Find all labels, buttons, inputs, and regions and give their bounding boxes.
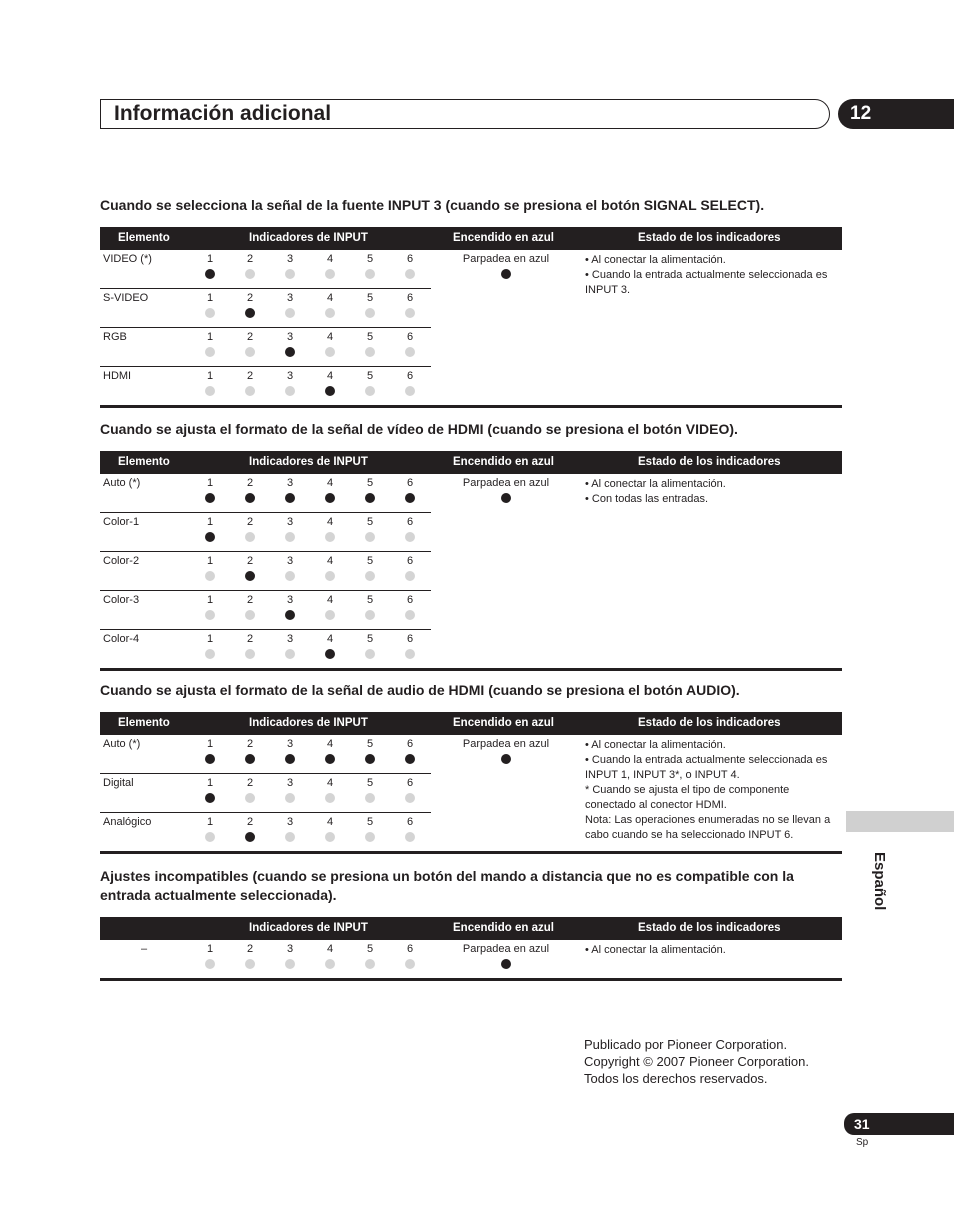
blue-indicator-icon: [501, 959, 511, 969]
input-number: 1: [206, 253, 214, 265]
section-title: Cuando se ajusta el formato de la señal de vídeo de HDMI (cuando se presiona el botón VIDEO).: [100, 421, 738, 437]
input-number: 1: [206, 777, 214, 789]
status-line: • Al conectar la alimentación.: [585, 254, 726, 266]
page-title: Información adicional: [114, 102, 332, 125]
indicator-off-icon: [405, 347, 415, 357]
indicator-lit-icon: [285, 347, 295, 357]
input-number: 3: [286, 816, 294, 828]
indicator-off-icon: [205, 610, 215, 620]
indicator-lit-icon: [405, 493, 415, 503]
status-line: • Al conectar la alimentación.: [585, 739, 726, 751]
input-number: 3: [286, 477, 294, 489]
indicator-off-icon: [405, 532, 415, 542]
input-number: 1: [206, 292, 214, 304]
input-number: 1: [206, 943, 214, 955]
indicator-lit-icon: [245, 754, 255, 764]
column-header-input: Indicadores de INPUT: [249, 456, 368, 468]
indicator-off-icon: [205, 347, 215, 357]
row-element-name: Analógico: [103, 816, 152, 828]
row-element-name: Color-2: [103, 555, 140, 567]
language-label-text: Español: [871, 852, 888, 911]
blue-indicator-label: Parpadea en azul: [462, 738, 550, 750]
row-element-name: Color-4: [103, 633, 140, 645]
indicator-off-icon: [365, 386, 375, 396]
indicator-off-icon: [365, 793, 375, 803]
input-number: 6: [406, 331, 414, 343]
input-number: 2: [246, 943, 254, 955]
indicator-off-icon: [325, 571, 335, 581]
input-number: 4: [326, 292, 334, 304]
column-header-input: Indicadores de INPUT: [249, 232, 368, 244]
input-number: 4: [326, 943, 334, 955]
indicator-table: [100, 451, 842, 671]
input-number: 3: [286, 943, 294, 955]
indicator-off-icon: [285, 571, 295, 581]
indicator-table: [100, 917, 842, 981]
indicator-off-icon: [365, 269, 375, 279]
input-number: 6: [406, 253, 414, 265]
indicator-off-icon: [365, 308, 375, 318]
table-row: [100, 552, 431, 591]
input-number: 3: [286, 633, 294, 645]
indicator-off-icon: [245, 347, 255, 357]
input-number: 4: [326, 477, 334, 489]
column-header-blue: Encendido en azul: [453, 717, 554, 729]
status-line: * Cuando se ajusta el tipo de componente conectado al conector HDMI.: [585, 784, 790, 811]
blue-indicator-label: Parpadea en azul: [462, 253, 550, 265]
rights-line: Todos los derechos reservados.: [584, 1071, 768, 1086]
indicator-lit-icon: [245, 493, 255, 503]
indicator-lit-icon: [405, 754, 415, 764]
indicator-off-icon: [365, 959, 375, 969]
column-header-blue: Encendido en azul: [453, 922, 554, 934]
indicator-off-icon: [245, 386, 255, 396]
row-element-name: Auto (*): [103, 477, 141, 489]
table-body: [100, 940, 842, 978]
row-element-name: VIDEO (*): [103, 253, 152, 265]
input-number: 5: [366, 370, 374, 382]
status-line: • Al conectar la alimentación.: [585, 944, 726, 956]
table-row: [100, 328, 431, 367]
input-number: 5: [366, 594, 374, 606]
column-header-input: Indicadores de INPUT: [249, 717, 368, 729]
indicator-off-icon: [245, 269, 255, 279]
indicator-lit-icon: [365, 493, 375, 503]
indicator-off-icon: [325, 269, 335, 279]
blue-indicator-icon: [501, 493, 511, 503]
input-number: 6: [406, 516, 414, 528]
language-label: [836, 850, 886, 910]
input-number: 5: [366, 292, 374, 304]
table-row: [100, 474, 431, 513]
indicator-off-icon: [205, 959, 215, 969]
row-element-name: HDMI: [103, 370, 132, 382]
table-row: [100, 513, 431, 552]
input-number: 6: [406, 777, 414, 789]
input-number: 1: [206, 370, 214, 382]
column-header-blue: Encendido en azul: [453, 232, 554, 244]
indicator-status: [585, 738, 842, 843]
input-number: 5: [366, 943, 374, 955]
table-row: [100, 250, 431, 289]
input-number: 3: [286, 738, 294, 750]
indicator-off-icon: [285, 832, 295, 842]
section-title: Ajustes incompatibles (cuando se presiona un botón del mando a distancia que no es compatible con la entrada actualmente seleccionada).: [100, 868, 794, 903]
input-number: 6: [406, 633, 414, 645]
input-number: 1: [206, 633, 214, 645]
input-number: 4: [326, 633, 334, 645]
indicator-off-icon: [245, 532, 255, 542]
indicator-lit-icon: [285, 610, 295, 620]
table-row: [100, 367, 842, 405]
page-language-code: Sp: [856, 1137, 869, 1148]
indicator-off-icon: [405, 571, 415, 581]
input-number: 2: [246, 633, 254, 645]
indicator-off-icon: [285, 386, 295, 396]
row-element-name: Color-3: [103, 594, 140, 606]
row-element-name: Digital: [103, 777, 134, 789]
input-number: 2: [246, 777, 254, 789]
publisher-line: Publicado por Pioneer Corporation.: [584, 1037, 788, 1052]
input-number: 1: [206, 816, 214, 828]
input-number: 4: [326, 594, 334, 606]
indicator-off-icon: [405, 386, 415, 396]
input-number: 6: [406, 943, 414, 955]
indicator-lit-icon: [285, 493, 295, 503]
indicator-off-icon: [285, 269, 295, 279]
indicator-off-icon: [285, 793, 295, 803]
input-number: 6: [406, 594, 414, 606]
column-header-status: Estado de los indicadores: [638, 456, 781, 468]
input-number: 1: [206, 516, 214, 528]
input-number: 2: [246, 516, 254, 528]
status-line: • Cuando la entrada actualmente seleccionada es INPUT 1, INPUT 3*, o INPUT 4.: [585, 754, 828, 781]
input-number: 5: [366, 816, 374, 828]
indicator-status: [585, 477, 842, 507]
row-element-name: –: [141, 943, 148, 955]
row-element-name: Color-1: [103, 516, 140, 528]
input-number: 3: [286, 292, 294, 304]
input-number: 6: [406, 370, 414, 382]
indicator-lit-icon: [325, 386, 335, 396]
column-header-blue: Encendido en azul: [453, 456, 554, 468]
input-number: 2: [246, 331, 254, 343]
page-number: 31: [844, 1113, 954, 1135]
input-number: 2: [246, 816, 254, 828]
indicator-off-icon: [365, 532, 375, 542]
input-number: 4: [326, 370, 334, 382]
indicator-off-icon: [205, 571, 215, 581]
input-number: 4: [326, 738, 334, 750]
indicator-off-icon: [365, 649, 375, 659]
indicator-lit-icon: [205, 532, 215, 542]
status-line: • Cuando la entrada actualmente seleccionada es INPUT 3.: [585, 269, 828, 296]
row-element-name: S-VIDEO: [103, 292, 149, 304]
input-number: 1: [206, 331, 214, 343]
table-header: [100, 917, 842, 940]
table-header: [100, 712, 842, 735]
input-number: 2: [246, 738, 254, 750]
blue-indicator-label: Parpadea en azul: [462, 477, 550, 489]
indicator-off-icon: [365, 347, 375, 357]
indicator-off-icon: [285, 959, 295, 969]
input-number: 2: [246, 370, 254, 382]
language-tab-marker: [846, 811, 954, 832]
input-number: 3: [286, 594, 294, 606]
column-header-status: Estado de los indicadores: [638, 232, 781, 244]
section-title: Cuando se selecciona la señal de la fuente INPUT 3 (cuando se presiona el botón SIGNAL SELECT).: [100, 197, 765, 213]
input-number: 6: [406, 292, 414, 304]
input-number: 4: [326, 777, 334, 789]
indicator-off-icon: [365, 610, 375, 620]
column-header-input: Indicadores de INPUT: [249, 922, 368, 934]
input-number: 1: [206, 738, 214, 750]
blue-indicator-icon: [501, 269, 511, 279]
indicator-off-icon: [405, 832, 415, 842]
chapter-number: 12: [838, 99, 954, 129]
indicator-off-icon: [405, 269, 415, 279]
column-header-status: Estado de los indicadores: [638, 717, 781, 729]
indicator-off-icon: [405, 649, 415, 659]
indicator-off-icon: [205, 649, 215, 659]
indicator-off-icon: [285, 308, 295, 318]
input-number: 5: [366, 477, 374, 489]
table-header: [100, 227, 842, 250]
indicator-off-icon: [405, 793, 415, 803]
indicator-off-icon: [365, 571, 375, 581]
input-number: 3: [286, 253, 294, 265]
indicator-off-icon: [325, 832, 335, 842]
indicator-off-icon: [285, 532, 295, 542]
table-row: [100, 591, 431, 630]
indicator-off-icon: [245, 959, 255, 969]
row-element-name: Auto (*): [103, 738, 141, 750]
indicator-lit-icon: [205, 493, 215, 503]
input-number: 5: [366, 331, 374, 343]
input-number: 1: [206, 594, 214, 606]
indicator-lit-icon: [245, 308, 255, 318]
indicator-lit-icon: [285, 754, 295, 764]
indicator-lit-icon: [205, 793, 215, 803]
indicator-off-icon: [245, 649, 255, 659]
status-line: Nota: Las operaciones enumeradas no se llevan a cabo cuando se ha seleccionado INPUT 6.: [585, 814, 831, 841]
column-header-element: Elemento: [118, 717, 170, 729]
indicator-lit-icon: [365, 754, 375, 764]
input-number: 4: [326, 555, 334, 567]
input-number: 6: [406, 816, 414, 828]
indicator-off-icon: [325, 610, 335, 620]
input-number: 6: [406, 738, 414, 750]
input-number: 1: [206, 477, 214, 489]
indicator-off-icon: [205, 308, 215, 318]
indicator-off-icon: [205, 832, 215, 842]
input-number: 4: [326, 816, 334, 828]
indicator-off-icon: [325, 532, 335, 542]
copyright-line: Copyright © 2007 Pioneer Corporation.: [584, 1054, 809, 1069]
blue-indicator-label: Parpadea en azul: [462, 943, 550, 955]
table-row: [100, 289, 431, 328]
input-number: 5: [366, 777, 374, 789]
input-number: 2: [246, 555, 254, 567]
input-number: 4: [326, 331, 334, 343]
indicator-off-icon: [325, 793, 335, 803]
indicator-off-icon: [245, 610, 255, 620]
input-number: 5: [366, 633, 374, 645]
table-row: [100, 630, 842, 668]
input-number: 2: [246, 594, 254, 606]
indicator-lit-icon: [245, 571, 255, 581]
input-number: 4: [326, 253, 334, 265]
indicator-off-icon: [245, 793, 255, 803]
indicator-table: [100, 712, 842, 854]
indicator-off-icon: [405, 610, 415, 620]
publisher-info: [584, 1036, 854, 1087]
indicator-status: [585, 253, 842, 298]
status-line: • Al conectar la alimentación.: [585, 478, 726, 490]
indicator-lit-icon: [325, 649, 335, 659]
indicator-off-icon: [405, 959, 415, 969]
input-number: 2: [246, 477, 254, 489]
indicator-lit-icon: [205, 754, 215, 764]
table-body: [100, 735, 842, 851]
input-number: 5: [366, 516, 374, 528]
table-body: [100, 250, 842, 405]
input-number: 3: [286, 370, 294, 382]
blue-indicator-icon: [501, 754, 511, 764]
input-number: 2: [246, 292, 254, 304]
input-number: 3: [286, 516, 294, 528]
indicator-lit-icon: [325, 754, 335, 764]
indicator-status: [585, 943, 842, 958]
indicator-off-icon: [205, 386, 215, 396]
section-title: Cuando se ajusta el formato de la señal de audio de HDMI (cuando se presiona el botón AUDIO).: [100, 682, 740, 698]
input-number: 3: [286, 555, 294, 567]
input-number: 6: [406, 555, 414, 567]
indicator-off-icon: [325, 347, 335, 357]
table-row: [100, 735, 431, 774]
indicator-off-icon: [325, 959, 335, 969]
input-number: 5: [366, 253, 374, 265]
input-number: 2: [246, 253, 254, 265]
indicator-lit-icon: [245, 832, 255, 842]
indicator-off-icon: [405, 308, 415, 318]
indicator-lit-icon: [205, 269, 215, 279]
indicator-off-icon: [325, 308, 335, 318]
indicator-off-icon: [365, 832, 375, 842]
input-number: 3: [286, 331, 294, 343]
input-number: 6: [406, 477, 414, 489]
input-number: 5: [366, 555, 374, 567]
status-line: • Con todas las entradas.: [585, 493, 709, 505]
table-row: [100, 774, 431, 813]
column-header-element: Elemento: [118, 232, 170, 244]
column-header-status: Estado de los indicadores: [638, 922, 781, 934]
table-header: [100, 451, 842, 474]
column-header-element: Elemento: [118, 456, 170, 468]
table-body: [100, 474, 842, 668]
input-number: 3: [286, 777, 294, 789]
indicator-table: [100, 227, 842, 408]
input-number: 5: [366, 738, 374, 750]
input-number: 4: [326, 516, 334, 528]
indicator-off-icon: [285, 649, 295, 659]
indicator-lit-icon: [325, 493, 335, 503]
row-element-name: RGB: [103, 331, 127, 343]
input-number: 1: [206, 555, 214, 567]
